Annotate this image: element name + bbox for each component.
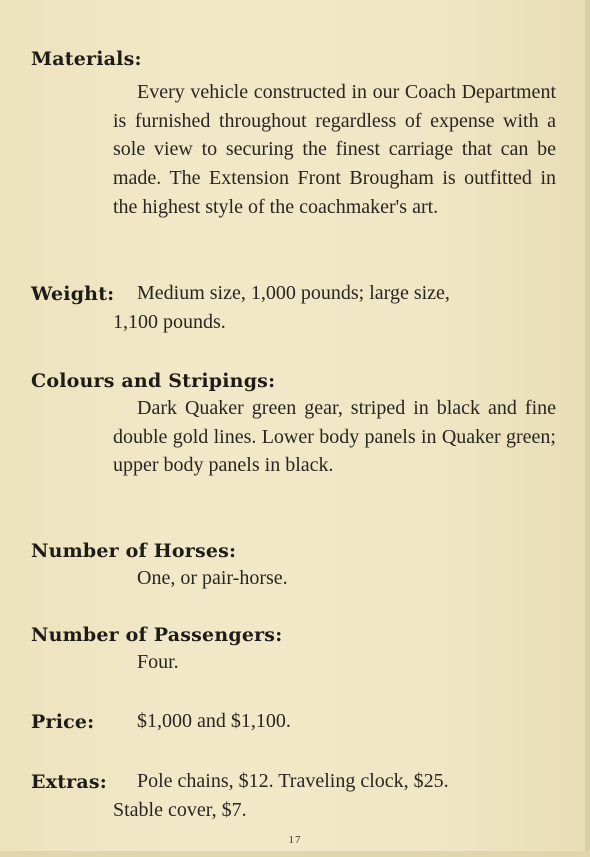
page-number: 17 — [288, 834, 302, 846]
price-heading: Price: — [31, 711, 95, 733]
weight-heading: Weight: — [31, 283, 115, 305]
passengers-heading: Number of Passengers: — [31, 624, 283, 646]
extras-heading: Extras: — [31, 771, 108, 793]
price-text: $1,000 and $1,100. — [137, 710, 291, 732]
passengers-text: Four. — [137, 651, 179, 673]
page-bottom-edge — [0, 851, 590, 857]
colours-text: Dark Quaker green gear, striped in black and fine double gold lines. Lower body panels in Quaker green; upper body panels in black. — [113, 397, 556, 477]
colours-heading: Colours and Stripings: — [31, 370, 276, 392]
horses-heading: Number of Horses: — [31, 540, 237, 562]
page-edge — [585, 0, 590, 857]
weight-line-1: Medium size, 1,000 pounds; large size, — [137, 282, 450, 304]
materials-heading: Materials: — [31, 48, 142, 70]
materials-text: Every vehicle constructed in our Coach Department is furnished throughout regardless of expense with a sole view to securing the finest carriage that can be made. The Extension Front Brougham is outfitted in the highest style of the coachmaker's art. — [113, 81, 556, 218]
horses-text: One, or pair-horse. — [137, 567, 288, 589]
weight-line-2: 1,100 pounds. — [113, 311, 226, 333]
extras-line-1: Pole chains, $12. Traveling clock, $25. — [137, 770, 449, 792]
extras-line-2: Stable cover, $7. — [113, 799, 247, 821]
